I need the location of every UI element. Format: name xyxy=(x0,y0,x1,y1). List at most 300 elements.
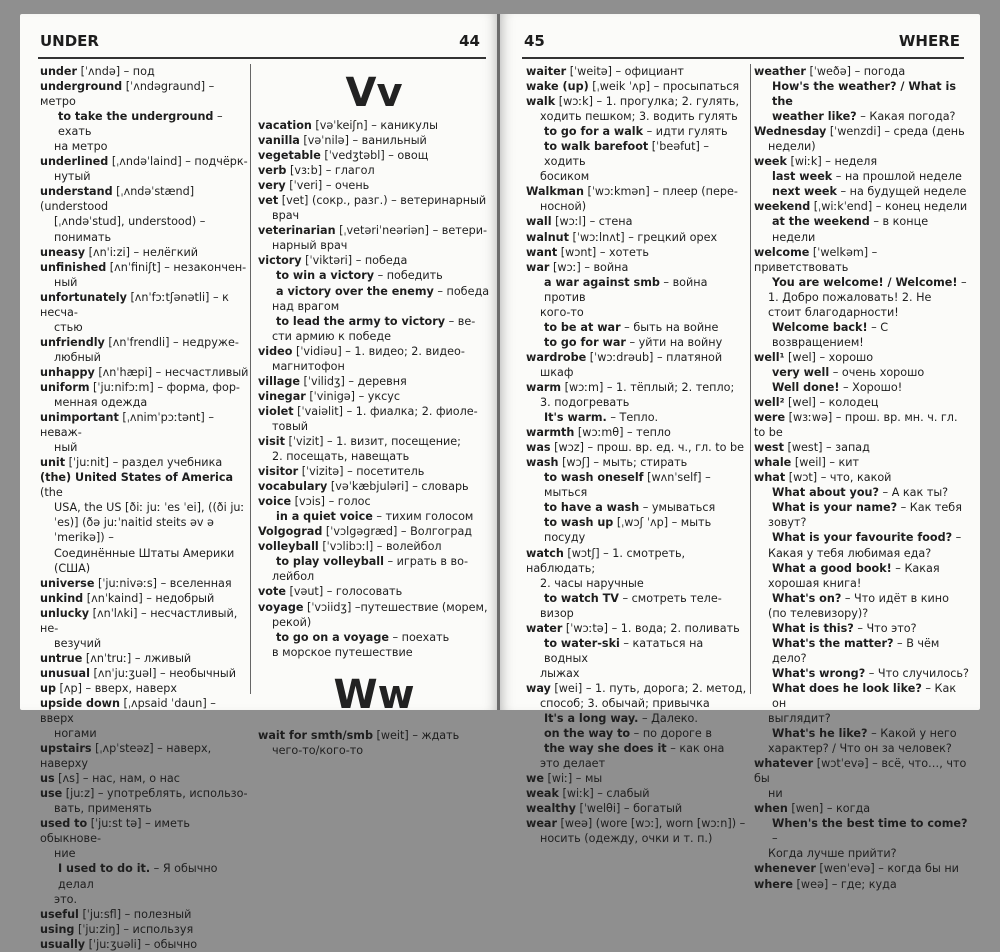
entry-definition: [ˈjuːnifɔːm] – форма, фор- xyxy=(89,380,240,394)
entry-definition: [ʌnˈfiniʃt] – незакончен- xyxy=(106,260,247,274)
entry-definition: – в конце недели xyxy=(772,215,929,244)
entry-definition: [wɔːl] – стена xyxy=(551,215,633,229)
dictionary-entry-line xyxy=(754,801,972,816)
entry-headword: What about you? xyxy=(772,486,879,500)
entry-definition: [ˈʌndə] – под xyxy=(77,65,155,78)
dictionary-entry-line xyxy=(754,530,972,545)
entry-headword: How's the weather? / What is the xyxy=(772,80,957,109)
dictionary-entry-line xyxy=(40,726,250,741)
entry-headword: used to xyxy=(40,817,88,831)
entry-headword: warm xyxy=(526,380,562,394)
entry-definition: [ˈwɔːtə] – 1. вода; 2. поливать xyxy=(562,621,740,635)
entry-headword: unusual xyxy=(40,666,90,680)
entry-headword: Wednesday xyxy=(754,125,827,139)
dictionary-entry-line xyxy=(754,154,972,169)
entry-definition: [vəˈkæbjuləri] – словарь xyxy=(327,480,469,494)
entry-definition: рекой) xyxy=(272,615,312,629)
dictionary-entry-line xyxy=(40,892,250,907)
dictionary-entry-line xyxy=(526,786,748,801)
entry-definition: [ˌvetəriˈneəriən] – ветери- xyxy=(335,224,488,238)
entry-headword: weather xyxy=(754,65,806,78)
entry-definition: выглядит? xyxy=(768,712,831,726)
entry-definition: нарный врач xyxy=(272,239,348,253)
entry-headword: a victory over the enemy xyxy=(276,284,434,298)
dictionary-entry-line xyxy=(40,666,250,681)
dictionary-entry-line xyxy=(258,464,490,479)
dictionary-entry-line xyxy=(40,500,250,515)
entry-definition: чего-то/кого-то xyxy=(272,743,364,757)
dictionary-entry-line xyxy=(40,184,250,214)
dictionary-entry-line xyxy=(40,681,250,696)
dictionary-entry-line xyxy=(258,148,490,163)
entry-definition: – играть в во- xyxy=(383,555,469,569)
dictionary-entry-line xyxy=(526,801,748,816)
entry-headword: Well done! xyxy=(772,380,840,394)
entry-definition: врач xyxy=(272,209,300,223)
entry-headword: video xyxy=(258,344,293,358)
entries-v xyxy=(258,118,490,660)
entry-definition: Соединённые Штаты Америки xyxy=(54,546,235,560)
entry-definition: [ʌnˈtruː] – лживый xyxy=(82,651,192,665)
dictionary-entry-line xyxy=(40,576,250,591)
dictionary-entry-line xyxy=(40,561,250,576)
entry-headword: in a quiet voice xyxy=(276,510,373,524)
dictionary-entry-line xyxy=(40,395,250,410)
dictionary-entry-line xyxy=(526,711,748,726)
dictionary-entry-line xyxy=(40,591,250,606)
entry-headword: underground xyxy=(40,80,123,94)
dictionary-entry-line xyxy=(526,275,748,305)
entry-headword: unfortunately xyxy=(40,290,127,304)
dictionary-entry-line xyxy=(258,133,490,148)
dictionary-entry-line xyxy=(40,515,250,545)
dictionary-entry-line xyxy=(258,539,490,554)
entry-headword: war xyxy=(526,260,550,274)
letter-heading-w: Ww xyxy=(333,671,415,718)
entry-definition: [ˌwɔʃ ˈʌp] – мыть посуду xyxy=(544,516,712,545)
entry-definition: ˈes)] (ðə juːˈnaitid steits əv əˈmerikə]) – xyxy=(54,516,214,545)
dictionary-entry-line xyxy=(258,600,490,615)
dictionary-entry-line xyxy=(754,877,972,892)
entry-definition: визор xyxy=(540,606,574,620)
dictionary-entry-line xyxy=(526,741,748,756)
entry-headword: walnut xyxy=(526,230,569,244)
entry-definition: – Что это? xyxy=(853,621,917,635)
dictionary-entry-line xyxy=(40,350,250,365)
entry-headword: walk xyxy=(526,95,556,109)
entry-headword: whenever xyxy=(754,862,816,876)
entry-headword: What's wrong? xyxy=(772,666,866,680)
dictionary-entry-line xyxy=(754,786,972,801)
entry-definition: на метро xyxy=(54,140,108,154)
entry-headword: watch xyxy=(526,546,564,560)
entry-headword: unfinished xyxy=(40,260,107,274)
entry-definition: [wen] – когда xyxy=(787,802,871,816)
entry-definition: – идти гулять xyxy=(643,125,728,139)
dictionary-entry-line xyxy=(754,305,972,320)
entry-headword: unfriendly xyxy=(40,335,105,349)
entry-definition: [ʌnˈfɔːtʃənətli] – к несча- xyxy=(40,290,229,319)
dictionary-entry-line xyxy=(754,214,972,244)
dictionary-column-vw xyxy=(258,70,490,758)
dictionary-entry-line xyxy=(40,651,250,666)
dictionary-column-w1 xyxy=(526,64,748,846)
left-page-header xyxy=(40,32,480,54)
dictionary-entry-line xyxy=(258,449,490,464)
entry-definition: [wɔt] – что, какой xyxy=(785,471,892,485)
entry-definition: [ʌnˈfrendli] – недруже- xyxy=(104,335,239,349)
dictionary-entry-line xyxy=(754,79,972,109)
entry-definition: [ʌnˈlʌki] – несчастливый, не- xyxy=(40,606,238,635)
entry-definition: [wenˈevə] – когда бы ни xyxy=(815,862,959,876)
entry-headword: What is your favourite food? xyxy=(772,531,953,545)
entry-headword: warmth xyxy=(526,426,575,440)
dictionary-entry-line xyxy=(258,524,490,539)
entry-definition: менная одежда xyxy=(54,396,148,410)
dictionary-entry-line xyxy=(258,554,490,569)
entry-definition: – ве- xyxy=(445,314,476,328)
entry-definition: [wɔːmθ] – тепло xyxy=(574,426,671,440)
dictionary-entry-line xyxy=(754,109,972,124)
dictionary-entry-line xyxy=(526,64,748,79)
dictionary-entry-line xyxy=(258,479,490,494)
entry-definition: [vəˈnilə] – ванильный xyxy=(299,134,427,148)
entry-definition: – Что идёт в кино xyxy=(841,591,949,605)
dictionary-entry-line xyxy=(754,861,972,876)
dictionary-entry-line xyxy=(258,314,490,329)
dictionary-entry-line xyxy=(258,253,490,268)
entry-definition: кого-то xyxy=(540,305,584,319)
dictionary-entry-line xyxy=(526,124,748,139)
dictionary-entry-line xyxy=(754,245,972,275)
entry-definition: [ˌwiːkˈend] – конец недели xyxy=(810,200,968,214)
entry-definition: ный xyxy=(54,275,78,289)
entry-definition: [ˌʌpˈsteəz] – наверх, наверху xyxy=(40,742,212,771)
entry-headword: to walk barefoot xyxy=(544,140,649,154)
entry-headword: under xyxy=(40,65,78,78)
entry-headword: water xyxy=(526,621,563,635)
entry-definition: [ˈjuːnit] – раздел учебника xyxy=(65,456,223,470)
entry-headword: us xyxy=(40,772,55,786)
entry-definition: [ˈvaiəlit] – 1. фиалка; 2. фиоле- xyxy=(293,404,478,418)
dictionary-entry-line xyxy=(526,169,748,184)
entry-definition: (по телевизору)? xyxy=(768,606,869,620)
dictionary-entry-line xyxy=(40,365,250,380)
entry-definition: – Какой у него xyxy=(867,727,957,741)
dictionary-entry-line xyxy=(754,500,972,515)
dictionary-entry-line xyxy=(754,726,972,741)
dictionary-entry-line xyxy=(754,681,972,711)
entry-definition: Какая у тебя любимая еда? xyxy=(768,546,932,560)
entry-headword: wash xyxy=(526,456,559,470)
entry-definition: [ˈjuːʒuəli] – обычно xyxy=(85,937,198,951)
dictionary-entry-line xyxy=(40,410,250,440)
entry-definition: лейбол xyxy=(272,570,315,584)
entry-headword: weekend xyxy=(754,200,811,214)
entry-definition: [wɔtˈevə] – всё, что…, что бы xyxy=(754,757,967,786)
entry-definition: [ʌnˈjuːʒuəl] – необычный xyxy=(89,666,236,680)
entry-definition: [ˌʌnimˈpɔːtənt] – неваж- xyxy=(40,411,214,440)
dictionary-entry-line xyxy=(258,645,490,660)
entry-definition: недели) xyxy=(768,140,816,154)
dictionary-entry-line xyxy=(40,771,250,786)
entry-definition: – Тепло. xyxy=(606,411,659,425)
entry-headword: vocabulary xyxy=(258,480,328,494)
dictionary-entry-line xyxy=(754,470,972,485)
entry-headword: What's on? xyxy=(772,591,842,605)
entry-headword: what xyxy=(754,471,786,485)
running-head-word: WHERE xyxy=(898,32,960,50)
entry-definition: [wel] – хорошо xyxy=(784,350,874,364)
entry-definition: [vəˈkeiʃn] – каникулы xyxy=(311,119,438,132)
dictionary-entry-line xyxy=(258,163,490,178)
entry-headword: unkind xyxy=(40,591,84,605)
dictionary-entry-line xyxy=(526,606,748,621)
entry-headword: When's the best time to come? xyxy=(772,817,968,831)
entry-definition: ный xyxy=(54,441,78,455)
header-rule xyxy=(38,57,486,59)
dictionary-entry-line xyxy=(40,214,250,244)
dictionary-entry-line xyxy=(526,395,748,410)
dictionary-entry-line xyxy=(40,636,250,651)
entry-definition: – как она xyxy=(666,742,725,756)
entry-headword: universe xyxy=(40,576,95,590)
running-head-word: UNDER xyxy=(40,32,99,50)
entry-definition: это делает xyxy=(540,757,606,771)
entry-definition: [vəut] – голосовать xyxy=(285,585,403,599)
entry-headword: uneasy xyxy=(40,245,86,259)
entry-definition: над врагом xyxy=(272,299,340,313)
dictionary-entry-line xyxy=(258,728,490,743)
dictionary-entry-line xyxy=(40,907,250,922)
entry-headword: wake (up) xyxy=(526,80,589,94)
dictionary-entry-line xyxy=(754,440,972,455)
entry-headword: What a good book! xyxy=(772,561,892,575)
entry-definition: – победить xyxy=(374,269,443,283)
entry-definition: – В чём дело? xyxy=(772,636,940,665)
dictionary-entry-line xyxy=(40,245,250,260)
dictionary-entry-line xyxy=(754,410,972,440)
entry-headword: uniform xyxy=(40,380,90,394)
entry-definition: шкаф xyxy=(540,365,574,379)
dictionary-entry-line xyxy=(754,591,972,606)
entry-headword: wardrobe xyxy=(526,350,587,364)
entry-definition: ни xyxy=(768,787,783,801)
entry-headword: very well xyxy=(772,365,830,379)
dictionary-entry-line xyxy=(40,470,250,500)
dictionary-entry-line xyxy=(40,606,250,636)
entry-definition: – xyxy=(772,832,778,846)
entry-headword: What's he like? xyxy=(772,727,868,741)
dictionary-entry-line xyxy=(754,546,972,561)
dictionary-entry-line xyxy=(258,284,490,299)
page-number: 44 xyxy=(459,32,480,50)
dictionary-entry-line xyxy=(40,922,250,937)
dictionary-entry-line xyxy=(754,455,972,470)
dictionary-entry-line xyxy=(526,546,748,576)
entry-headword: to wash oneself xyxy=(544,471,644,485)
dictionary-entry-line xyxy=(526,305,748,320)
entry-headword: upstairs xyxy=(40,742,92,756)
entry-definition: – Далеко. xyxy=(638,712,698,726)
dictionary-entry-line xyxy=(40,335,250,350)
entry-definition: – кататься на водных xyxy=(544,636,704,665)
entry-definition: хорошая книга! xyxy=(768,576,862,590)
entry-definition: товый xyxy=(272,419,309,433)
entry-definition: – война против xyxy=(544,275,708,304)
entry-definition: – уйти на войну xyxy=(625,335,723,349)
entry-headword: Walkman xyxy=(526,185,584,199)
dictionary-entry-line xyxy=(40,816,250,846)
dictionary-entry-line xyxy=(526,184,748,199)
entry-definition: – xyxy=(957,275,967,289)
entry-definition: – по дороге в xyxy=(630,727,712,741)
dictionary-entry-line xyxy=(40,64,250,79)
dictionary-entry-line xyxy=(40,79,250,109)
entry-definition: [wiː] – мы xyxy=(543,772,603,786)
entry-definition: вать, применять xyxy=(54,802,152,816)
entry-definition: [weit] – ждать xyxy=(372,728,460,742)
entry-definition: – Хорошо! xyxy=(839,380,903,394)
entry-headword: weak xyxy=(526,787,559,801)
dictionary-entry-line xyxy=(526,681,748,696)
entry-definition: [ˈvɔiidʒ] –путешествие (морем, xyxy=(303,600,488,614)
dictionary-entry-line xyxy=(526,335,748,350)
entry-definition: – Какая xyxy=(891,561,940,575)
entry-headword: underlined xyxy=(40,155,109,169)
dictionary-entry-line xyxy=(258,569,490,584)
entry-definition: – на будущей неделе xyxy=(836,185,967,199)
entry-headword: village xyxy=(258,374,300,388)
entry-headword: when xyxy=(754,802,788,816)
entry-headword: upside down xyxy=(40,696,120,710)
dictionary-entry-line xyxy=(526,139,748,169)
dictionary-entry-line xyxy=(258,494,490,509)
entry-headword: a war against smb xyxy=(544,275,660,289)
entry-headword: I used to do it. xyxy=(58,862,151,876)
dictionary-entry-line xyxy=(258,419,490,434)
entry-definition: носить (одежду, очки и т. п.) xyxy=(540,832,713,846)
dictionary-entry-line xyxy=(754,846,972,861)
entry-headword: What does he look like? xyxy=(772,681,922,695)
entry-headword: were xyxy=(754,411,786,425)
column-divider xyxy=(250,64,251,694)
dictionary-entry-line xyxy=(40,786,250,801)
entry-definition: [ˈweðə] – погода xyxy=(805,65,906,78)
entry-definition: – поехать xyxy=(388,630,450,644)
entry-definition: способ; 3. обычай; привычка xyxy=(540,696,710,710)
entry-definition: – тихим голосом xyxy=(372,510,474,524)
entry-definition: [ˈbeəfut] – ходить xyxy=(544,140,710,169)
entry-headword: well¹ xyxy=(754,350,785,364)
dictionary-entry-line xyxy=(258,584,490,599)
entry-headword: (the) United States of America xyxy=(40,471,234,485)
dictionary-entry-line xyxy=(40,546,250,561)
entry-definition: [wɔnt] – хотеть xyxy=(557,245,649,259)
entry-headword: vote xyxy=(258,585,286,599)
entry-definition: – С возвращением! xyxy=(772,320,889,349)
dictionary-entry-line xyxy=(526,350,748,365)
page-number: 45 xyxy=(524,32,545,50)
dictionary-entry-line xyxy=(754,606,972,621)
entry-headword: way xyxy=(526,681,551,695)
dictionary-entry-line xyxy=(40,154,250,169)
left-page xyxy=(20,14,498,951)
entry-definition: – А как ты? xyxy=(878,486,949,500)
entry-definition: [ˈjuːziŋ] – используя xyxy=(74,922,194,936)
entry-definition: [wɔʃ] – мыть; стирать xyxy=(558,456,688,470)
entry-definition: [ʌnˈhæpi] – несчастливый xyxy=(94,365,249,379)
dictionary-entry-line xyxy=(526,79,748,94)
entry-headword: Volgograd xyxy=(258,525,323,539)
dictionary-entry-line xyxy=(754,380,972,395)
dictionary-entry-line xyxy=(526,816,748,831)
dictionary-entry-line xyxy=(754,64,972,79)
entry-definition: [ˈvinigə] – уксус xyxy=(305,389,401,403)
dictionary-entry-line xyxy=(526,380,748,395)
dictionary-entry-line xyxy=(258,208,490,223)
dictionary-entry-line xyxy=(40,380,250,395)
entry-headword: whale xyxy=(754,456,792,470)
dictionary-entry-line xyxy=(40,290,250,320)
dictionary-entry-line xyxy=(754,395,972,410)
entry-headword: next week xyxy=(772,185,837,199)
entry-definition: 3. подогревать xyxy=(540,396,630,410)
entry-headword: whatever xyxy=(754,757,814,771)
dictionary-entry-line xyxy=(40,801,250,816)
entry-headword: unit xyxy=(40,456,66,470)
entry-definition: ходить пешком; 3. водить гулять xyxy=(540,110,738,124)
dictionary-entry-line xyxy=(526,245,748,260)
entry-headword: waiter xyxy=(526,65,567,78)
entry-definition: [weə] (wore [wɔː], worn [wɔːn]) – xyxy=(557,817,746,831)
entry-headword: was xyxy=(526,441,551,455)
entry-headword: understand xyxy=(40,185,113,199)
entry-definition: [ˈvedʒtəbl] – овощ xyxy=(320,149,429,163)
dictionary-entry-line xyxy=(526,109,748,124)
dictionary-entry-line xyxy=(754,711,972,726)
dictionary-entry-line xyxy=(526,455,748,470)
dictionary-entry-line xyxy=(526,320,748,335)
dictionary-entry-line xyxy=(40,861,250,891)
entry-definition: [ˌʌpsaid ˈdaun] – вверх xyxy=(40,696,216,726)
dictionary-entry-line xyxy=(754,816,972,846)
entry-definition: 1. Добро пожаловать! 2. Не xyxy=(768,290,932,304)
dictionary-entry-line xyxy=(258,434,490,449)
dictionary-entry-line xyxy=(40,455,250,470)
entry-definition: [vɔis] – голос xyxy=(291,495,371,509)
dictionary-entry-line xyxy=(258,389,490,404)
entry-definition: – очень хорошо xyxy=(829,365,925,379)
entry-headword: want xyxy=(526,245,558,259)
dictionary-entry-line xyxy=(754,576,972,591)
dictionary-entry-line xyxy=(526,214,748,229)
entry-definition: [ʌnˈkaind] – недобрый xyxy=(83,591,215,605)
entry-definition: [ˈwelθi] – богатый xyxy=(575,802,683,816)
dictionary-entry-line xyxy=(258,268,490,283)
entry-headword: the way she does it xyxy=(544,742,667,756)
dictionary-entry-line xyxy=(40,741,250,771)
entry-definition: [weə] – где; куда xyxy=(793,877,897,891)
entry-definition: [wel] – колодец xyxy=(784,396,879,410)
entry-headword: useful xyxy=(40,907,79,921)
entry-headword: It's a long way. xyxy=(544,712,639,726)
entry-definition: [wiːk] – слабый xyxy=(558,787,650,801)
dictionary-entry-line xyxy=(40,846,250,861)
dictionary-entry-line xyxy=(754,184,972,199)
entry-headword: up xyxy=(40,681,56,695)
entry-definition: [ˈʌndəgraund] – метро xyxy=(40,80,215,109)
